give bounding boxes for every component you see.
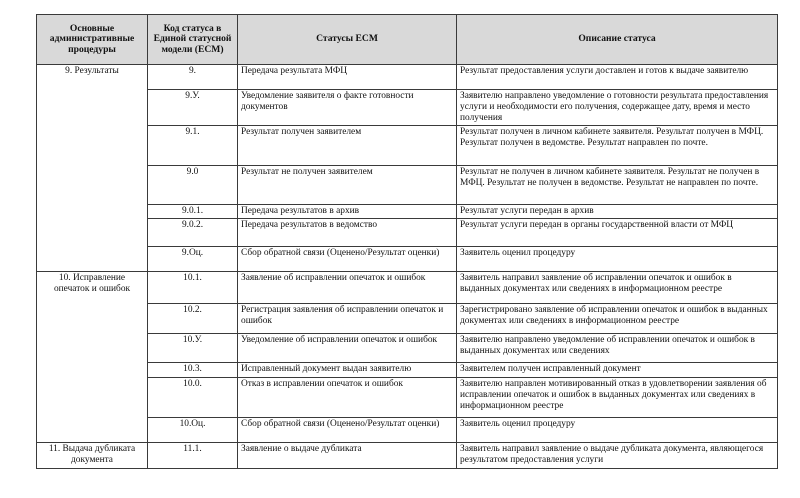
code-cell: 9.0 bbox=[148, 166, 238, 205]
code-cell: 10.0. bbox=[148, 378, 238, 418]
status-cell: Заявление об исправлении опечаток и ошибок bbox=[238, 272, 457, 304]
code-cell: 9.0.1. bbox=[148, 205, 238, 219]
table-row bbox=[37, 304, 778, 334]
table-row bbox=[37, 334, 778, 363]
description-cell: Заявителем получен исправленный документ bbox=[457, 363, 778, 378]
description-cell: Результат получен в личном кабинете заявителя. Результат получен в МФЦ. Результат получен в ведомстве. Результат направлен по почте. bbox=[457, 126, 778, 166]
code-cell: 9.1. bbox=[148, 126, 238, 166]
status-cell: Сбор обратной связи (Оценено/Результат оценки) bbox=[238, 418, 457, 443]
code-cell: 10.Оц. bbox=[148, 418, 238, 443]
status-cell: Исправленный документ выдан заявителю bbox=[238, 363, 457, 378]
table-row bbox=[37, 363, 778, 378]
status-cell: Уведомление об исправлении опечаток и ошибок bbox=[238, 334, 457, 363]
description-cell: Результат предоставления услуги доставлен и готов к выдаче заявителю bbox=[457, 65, 778, 90]
code-cell: 9. bbox=[148, 65, 238, 90]
procedure-cell: 10. Исправление опечаток и ошибок bbox=[37, 272, 148, 443]
status-cell: Передача результатов в ведомство bbox=[238, 219, 457, 247]
code-cell: 10.2. bbox=[148, 304, 238, 334]
description-cell: Зарегистрировано заявление об исправлении опечаток и ошибок в выданных документах или сведениях в информационном реестре bbox=[457, 304, 778, 334]
description-cell: Заявитель направил заявление о выдаче дубликата документа, являющегося результатом предоставления услуги bbox=[457, 443, 778, 469]
status-cell: Заявление о выдаче дубликата bbox=[238, 443, 457, 469]
description-cell: Результат услуги передан в органы государственной власти от МФЦ bbox=[457, 219, 778, 247]
table-row bbox=[37, 272, 778, 304]
table-row bbox=[37, 166, 778, 205]
description-cell: Заявитель оценил процедуру bbox=[457, 247, 778, 272]
description-cell: Заявитель направил заявление об исправлении опечаток и ошибок в выданных документах или сведениях в информационном реестре bbox=[457, 272, 778, 304]
status-table bbox=[36, 14, 778, 469]
code-cell: 9.У. bbox=[148, 90, 238, 126]
status-cell: Передача результата МФЦ bbox=[238, 65, 457, 90]
description-cell: Результат не получен в личном кабинете заявителя. Результат не получен в МФЦ. Результат не получен в ведомстве. Результат не направлен по почте. bbox=[457, 166, 778, 205]
status-cell: Регистрация заявления об исправлении опечаток и ошибок bbox=[238, 304, 457, 334]
status-cell: Результат получен заявителем bbox=[238, 126, 457, 166]
status-cell: Уведомление заявителя о факте готовности документов bbox=[238, 90, 457, 126]
description-cell: Заявителю направлен мотивированный отказ в удовлетворении заявления об исправлении опечаток и ошибок в выданных документах или сведениях в информационном реестре bbox=[457, 378, 778, 418]
procedure-cell: 11. Выдача дубликата документа bbox=[37, 443, 148, 469]
header-status: Статусы ЕСМ bbox=[238, 15, 457, 65]
code-cell: 9.Оц. bbox=[148, 247, 238, 272]
table-row bbox=[37, 219, 778, 247]
table-row bbox=[37, 90, 778, 126]
table-row bbox=[37, 205, 778, 219]
description-cell: Заявитель оценил процедуру bbox=[457, 418, 778, 443]
table-row bbox=[37, 247, 778, 272]
table-row bbox=[37, 418, 778, 443]
header-description: Описание статуса bbox=[457, 15, 778, 65]
procedure-cell: 9. Результаты bbox=[37, 65, 148, 272]
status-cell: Отказ в исправлении опечаток и ошибок bbox=[238, 378, 457, 418]
code-cell: 10.У. bbox=[148, 334, 238, 363]
status-cell: Сбор обратной связи (Оценено/Результат оценки) bbox=[238, 247, 457, 272]
header-code: Код статуса в Единой статусной модели (ЕСМ) bbox=[148, 15, 238, 65]
code-cell: 9.0.2. bbox=[148, 219, 238, 247]
description-cell: Заявителю направлено уведомление о готовности результата предоставления услуги и необходимости его получения, содержащее дату, время и место получения bbox=[457, 90, 778, 126]
description-cell: Заявителю направлено уведомление об исправлении опечаток и ошибок в выданных документах или сведениях bbox=[457, 334, 778, 363]
code-cell: 10.1. bbox=[148, 272, 238, 304]
code-cell: 10.3. bbox=[148, 363, 238, 378]
header-row bbox=[37, 15, 778, 65]
header-procedure: Основные административные процедуры bbox=[37, 15, 148, 65]
table-row bbox=[37, 65, 778, 90]
description-cell: Результат услуги передан в архив bbox=[457, 205, 778, 219]
table-row bbox=[37, 126, 778, 166]
status-cell: Результат не получен заявителем bbox=[238, 166, 457, 205]
status-model-document bbox=[36, 14, 777, 469]
status-cell: Передача результатов в архив bbox=[238, 205, 457, 219]
code-cell: 11.1. bbox=[148, 443, 238, 469]
table-row bbox=[37, 443, 778, 469]
table-row bbox=[37, 378, 778, 418]
